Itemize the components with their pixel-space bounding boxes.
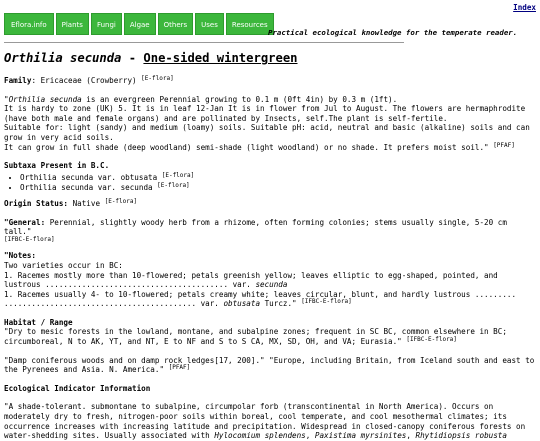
subtaxa-heading: Subtaxa Present in B.C. (4, 161, 110, 171)
family-line (4, 76, 538, 86)
general-label: "General: (4, 217, 46, 227)
ecological-species-1: Hylocomium splendens (214, 431, 306, 441)
origin-status (4, 199, 538, 209)
notes-item2: 1. Racemes usually 4- to 10-flowered; petals creamy white; leaves circular, blunt, and hardly lustrous ......... .......................................... var. (4, 289, 517, 309)
notes-item2-variety: obtusata (223, 299, 261, 309)
nav-fungi[interactable]: Fungi (91, 13, 122, 35)
overview-ref: [PFAF] (493, 141, 515, 149)
habitat-heading: Habitat / Range (4, 317, 73, 327)
page-title (4, 50, 538, 66)
nav-resources[interactable]: Resources (226, 13, 274, 35)
origin-ref: [E-flora] (104, 197, 138, 205)
family-value: : Ericaceae (Crowberry) (31, 76, 142, 85)
nav-uses[interactable]: Uses (195, 13, 224, 35)
general-text: Perennial, slightly woody herb from a rhizome, often forming colonies; stems usually single, 5-20 cm tall." (4, 217, 507, 237)
subtaxon-ref: [E-flora] (161, 171, 195, 179)
ecological-text (4, 402, 538, 440)
notes-item1-variety: secunda (255, 280, 288, 290)
notes-ref: [IFBC-E-flora] (301, 298, 352, 306)
habitat-p1: "Dry to mesic forests in the lowland, montane, and subalpine zones; frequent in SC BC, common elsewhere in BC; circumboreal, N to AK, YT, and NT, E to NF and S to S CA, MX, SD, OH, and VA; Eurasia." (4, 327, 507, 347)
habitat-ref-1: [IFBC-E-flora] (406, 336, 457, 344)
site-tagline: Practical ecological knowledge for the temperate reader. (268, 28, 518, 37)
notes-label: "Notes: (4, 251, 37, 261)
nav-algae[interactable]: Algae (124, 13, 156, 35)
article (4, 50, 538, 441)
nav-bar (4, 13, 274, 35)
ecological-sep-1: , (305, 431, 315, 441)
notes-item2-end: Turcz." (260, 299, 302, 309)
notes-section (4, 251, 538, 309)
subtaxon-name: Orthilia secunda var. obtusata (20, 172, 162, 182)
habitat-p2: "Damp coniferous woods and on damp rock ledges[17, 200]." "Europe, including Britain, from Iceland south and east to the Pyrenees and Asia. N. America." (4, 355, 535, 375)
ecological-p1: "A shade-tolerant. submontane to subalpine, circumpolar forb (transcontinental in North America). Occurs on moderately dry to fresh, nitrogen-poor soils within boreal, cool temperate, and cool mesothermal climates; its occurrence increases with increasing latitude and precipitation. Widespread in closed-canopy coniferous forests on water-shedding sites. Usually associated with (4, 402, 526, 441)
origin-label: Origin Status: (4, 198, 69, 208)
origin-value: Native (68, 198, 105, 208)
overview-line4: It can grow in full shade (deep woodland) semi-shade (light woodland) or no shade. It prefers moist soil." (4, 142, 494, 152)
nav-others[interactable]: Others (158, 13, 194, 35)
overview-latin-name: Orthilia secunda (8, 94, 82, 104)
overview-line2: It is hardy to zone (UK) 5. It is in leaf 12-Jan It is in flower from Jul to August. The flowers are hermaphrodite (have both male and female organs) and are pollinated by Insects, self.The plant is self-fertile. (4, 104, 526, 123)
habitat-text-2 (4, 356, 538, 375)
index-link[interactable]: Index (513, 3, 536, 12)
notes-intro: Two varieties occur in BC: (4, 260, 123, 270)
list-item (20, 173, 538, 183)
ecological-species-3: Rhytidiopsis robusta (415, 431, 507, 441)
title-separator: - (121, 51, 144, 65)
nav-home-eflora[interactable]: Eflora.info (4, 13, 54, 35)
general-description (4, 218, 538, 247)
subtaxa-list (4, 173, 538, 193)
ecological-sep-2: , (406, 431, 416, 441)
family-ref: [E-flora] (141, 75, 174, 82)
ecological-heading: Ecological Indicator Information (4, 383, 151, 393)
subtaxon-ref: [E-flora] (157, 182, 190, 190)
ecological-species-2: Paxistima myrsinites (314, 431, 407, 441)
general-ref: [IFBC-E-flora] (4, 235, 55, 243)
habitat-ref-2: [PFAF] (168, 364, 191, 372)
header-divider (4, 42, 404, 43)
habitat-text-1 (4, 327, 538, 346)
overview-text: "Orthilia secunda is an evergreen Perennial growing to 0.1 m (0ft 4in) by 0.3 m (1ft). It is hardy to zone (UK) 5. It is in leaf 12-Jan It is in flower from Jul to August. The flowers are hermaphrodite (have both male and female organs) and are pollinated by Insects, self.The plant is self-fertile. Suitable for: light (sandy) and medium (loamy) soils. Suitable pH: acid, neutral and basic (alkaline) soils and can grow in very acid soils. It can grow in full shade (deep woodland) semi-shade (light woodland) or no shade. It prefers moist soil." [PFAF] (4, 94, 530, 152)
subtaxon-name: Orthilia secunda var. secunda (20, 183, 158, 193)
notes-item1: 1. Racemes mostly more than 10-flowered; petals greenish yellow; leaves elliptic to egg-shaped, pointed, and lustrous ........................................ var. (4, 270, 498, 290)
list-item (20, 183, 538, 193)
family-label: Family (4, 76, 32, 85)
overview-line1: is an evergreen Perennial growing to 0.1 m (0ft 4in) by 0.3 m (1ft). (81, 94, 398, 104)
title-common-name-link[interactable]: One-sided wintergreen (143, 51, 298, 65)
nav-plants[interactable]: Plants (56, 13, 89, 35)
overview-line3: Suitable for: light (sandy) and medium (loamy) soils. Suitable pH: acid, neutral and basic (alkaline) soils and can grow in very acid soils. (4, 123, 530, 142)
title-latin-name: Orthilia secunda (4, 51, 122, 65)
